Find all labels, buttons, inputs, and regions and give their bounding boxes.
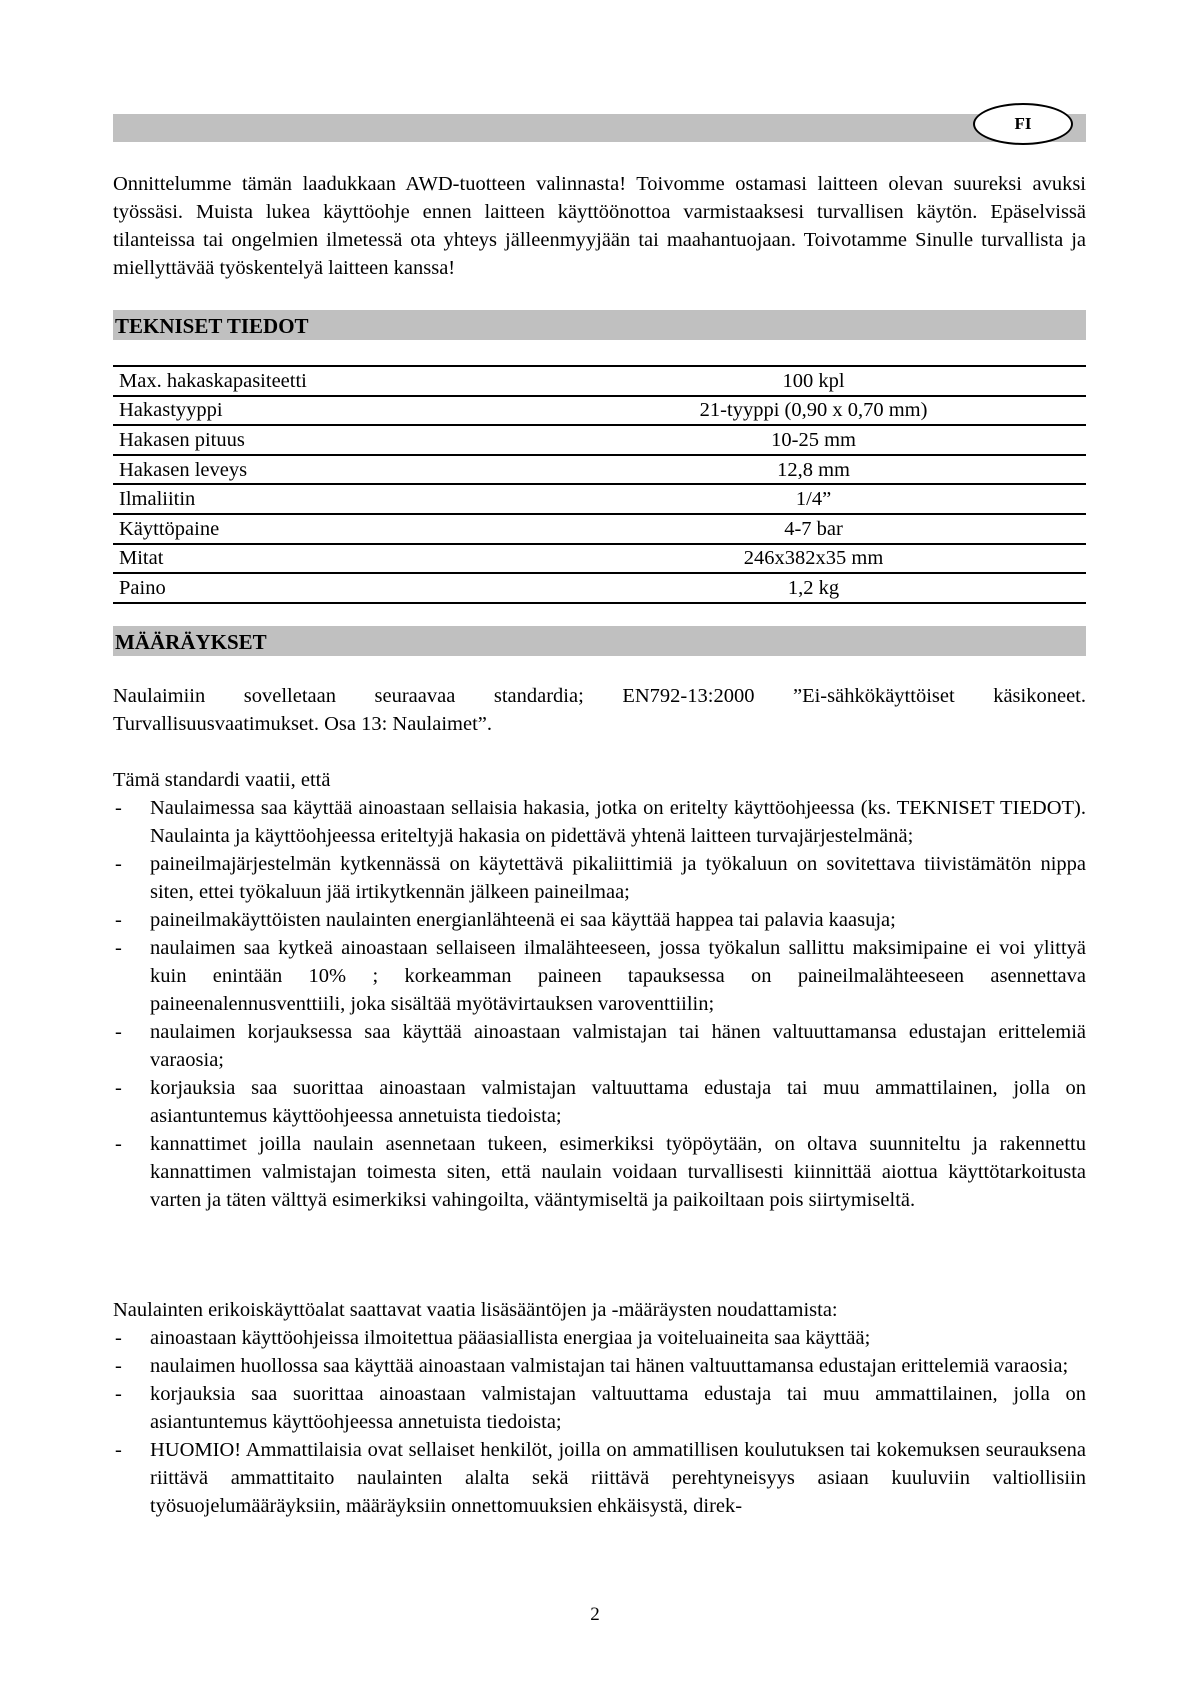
table-row [113,366,1086,396]
bullet-dash: - [115,1327,122,1349]
table-row [113,455,1086,485]
regs-paragraph-standard: Naulaimiin sovelletaan seuraavaa standardia; EN792-13:2000 ”Ei-sähkökäyttöiset käsikoneet. Turvallisuusvaatimukset. Osa 13: Naulaimet”. [113,685,1086,735]
bullet-dash: - [115,853,122,875]
bullet-dash: - [115,909,122,931]
spec-label: Ilmaliitin [113,484,541,514]
list-item-text: HUOMIO! Ammattilaisia ovat sellaiset henkilöt, joilla on ammatillisen koulutuksen tai kokemuksen seurauksena riittävä ammattitaito naulainten alalta sekä riittävä perehtyneisyys asiaan kuuluviin valtiollisiin työsuojelumääräyksiin, määräyksiin onnettomuuksien ehkäisystä, direk- [150,1439,1086,1517]
list-item-text: naulaimen korjauksessa saa käyttää ainoastaan valmistajan tai hänen valtuuttamansa edustajan erittelemiä varaosia; [150,1021,1086,1071]
list-item-text: korjauksia saa suorittaa ainoastaan valmistajan valtuuttama edustaja tai muu ammattilainen, jolla on asiantuntemus käyttöohjeessa annetuista tiedoista; [150,1383,1086,1433]
regs-paragraph-intro: Tämä standardi vaatii, että [113,769,331,791]
regs-list-block-2 [113,1296,1086,1520]
spec-label: Hakastyyppi [113,396,541,426]
list-item [113,794,1086,850]
spec-value: 1/4” [541,484,1086,514]
regs-paragraph-special: Naulainten erikoiskäyttöalat saattavat vaatia lisäsääntöjen ja -määräysten noudattamista: [113,1299,838,1321]
spec-value: 10-25 mm [541,425,1086,455]
list-item [113,1018,1086,1074]
spec-label: Käyttöpaine [113,514,541,544]
regs-heading: MÄÄRÄYKSET [113,626,1086,656]
bullet-dash: - [115,1355,122,1377]
spec-label: Hakasen pituus [113,425,541,455]
list-item-text: naulaimen huollossa saa käyttää ainoastaan valmistajan tai hänen valtuuttamansa edustajan erittelemiä varaosia; [150,1355,1069,1377]
list-item-text: ainoastaan käyttöohjeissa ilmoitettua pääasiallista energiaa ja voiteluaineita saa käyttää; [150,1327,871,1349]
spec-value: 4-7 bar [541,514,1086,544]
spec-value: 12,8 mm [541,455,1086,485]
spec-label: Max. hakaskapasiteetti [113,366,541,396]
spec-value: 100 kpl [541,366,1086,396]
list-item-text: korjauksia saa suorittaa ainoastaan valmistajan valtuuttama edustaja tai muu ammattilainen, jolla on asiantuntemus käyttöohjeessa annetuista tiedoista; [150,1077,1086,1127]
spec-label: Mitat [113,544,541,574]
bullet-dash: - [115,797,122,819]
table-row [113,544,1086,574]
header-bar [113,114,1086,142]
tech-heading: TEKNISET TIEDOT [113,310,1086,340]
list-item-text: paineilmajärjestelmän kytkennässä on käytettävä pikaliittimiä ja työkaluun on sovitettava tiivistämätön nippa siten, ettei työkaluun jää irtikytkennän jälkeen paineilmaa; [150,853,1086,903]
spec-label: Paino [113,573,541,603]
regs-list-1 [113,794,1086,1214]
table-row [113,425,1086,455]
regs-list-2 [113,1324,1086,1520]
table-row [113,514,1086,544]
spec-label: Hakasen leveys [113,455,541,485]
bullet-dash: - [115,937,122,959]
bullet-dash: - [115,1439,122,1461]
list-item-text: naulaimen saa kytkeä ainoastaan sellaiseen ilmalähteeseen, jossa työkalun sallittu maksimipaine ei voi ylittyä kuin enintään 10% ; korkeamman paineen tapauksessa on paineilmalähteeseen asennettava paineenalennusventtiili, joka sisältää myötävirtauksen varoventtiilin; [150,937,1086,1015]
list-item [113,906,1086,934]
list-item [113,934,1086,1018]
table-row [113,396,1086,426]
regs-list-block-1 [113,766,1086,1214]
tech-specs-table [113,365,1086,604]
table-row [113,573,1086,603]
list-item [113,1324,1086,1352]
list-item [113,1380,1086,1436]
table-row [113,484,1086,514]
list-item-text: paineilmakäyttöisten naulainten energianlähteenä ei saa käyttää happea tai palavia kaasuja; [150,909,896,931]
bullet-dash: - [115,1021,122,1043]
list-item [113,1074,1086,1130]
list-item [113,850,1086,906]
language-badge: FI [973,103,1073,145]
intro-paragraph: Onnittelumme tämän laadukkaan AWD-tuotteen valinnasta! Toivomme ostamasi laitteen olevan suureksi avuksi työssäsi. Muista lukea käyttöohje ennen laitteen käyttöönottoa varmistaaksesi turvallisen käytön. Epäselvissä tilanteissa tai ongelmien ilmetessä ota yhteys jälleenmyyjään tai maahantuojaan. Toivotamme Sinulle turvallista ja miellyttävää työskentelyä laitteen kanssa! [113,173,1086,279]
spec-value: 21-tyyppi (0,90 x 0,70 mm) [541,396,1086,426]
bullet-dash: - [115,1383,122,1405]
list-item [113,1130,1086,1214]
bullet-dash: - [115,1133,122,1155]
list-item-text: kannattimet joilla naulain asennetaan tukeen, esimerkiksi työpöytään, on oltava suunniteltu ja rakennettu kannattimen valmistajan toimesta siten, että naulain voidaan turvallisesti kiinnittää aiottua käyttötarkoitusta varten ja täten välttyä esimerkiksi vahingoilta, vääntymiseltä ja paikoiltaan pois siirtymiseltä. [150,1133,1086,1211]
spec-value: 246x382x35 mm [541,544,1086,574]
spec-value: 1,2 kg [541,573,1086,603]
list-item [113,1352,1086,1380]
page-number: 2 [590,1604,600,1625]
list-item [113,1436,1086,1520]
list-item-text: Naulaimessa saa käyttää ainoastaan sellaisia hakasia, jotka on eritelty käyttöohjeessa (ks. TEKNISET TIEDOT). Naulainta ja käyttöohjeessa eriteltyjä hakasia on pidettävä yhtenä laitteen turvajärjestelmänä; [150,797,1086,847]
bullet-dash: - [115,1077,122,1099]
